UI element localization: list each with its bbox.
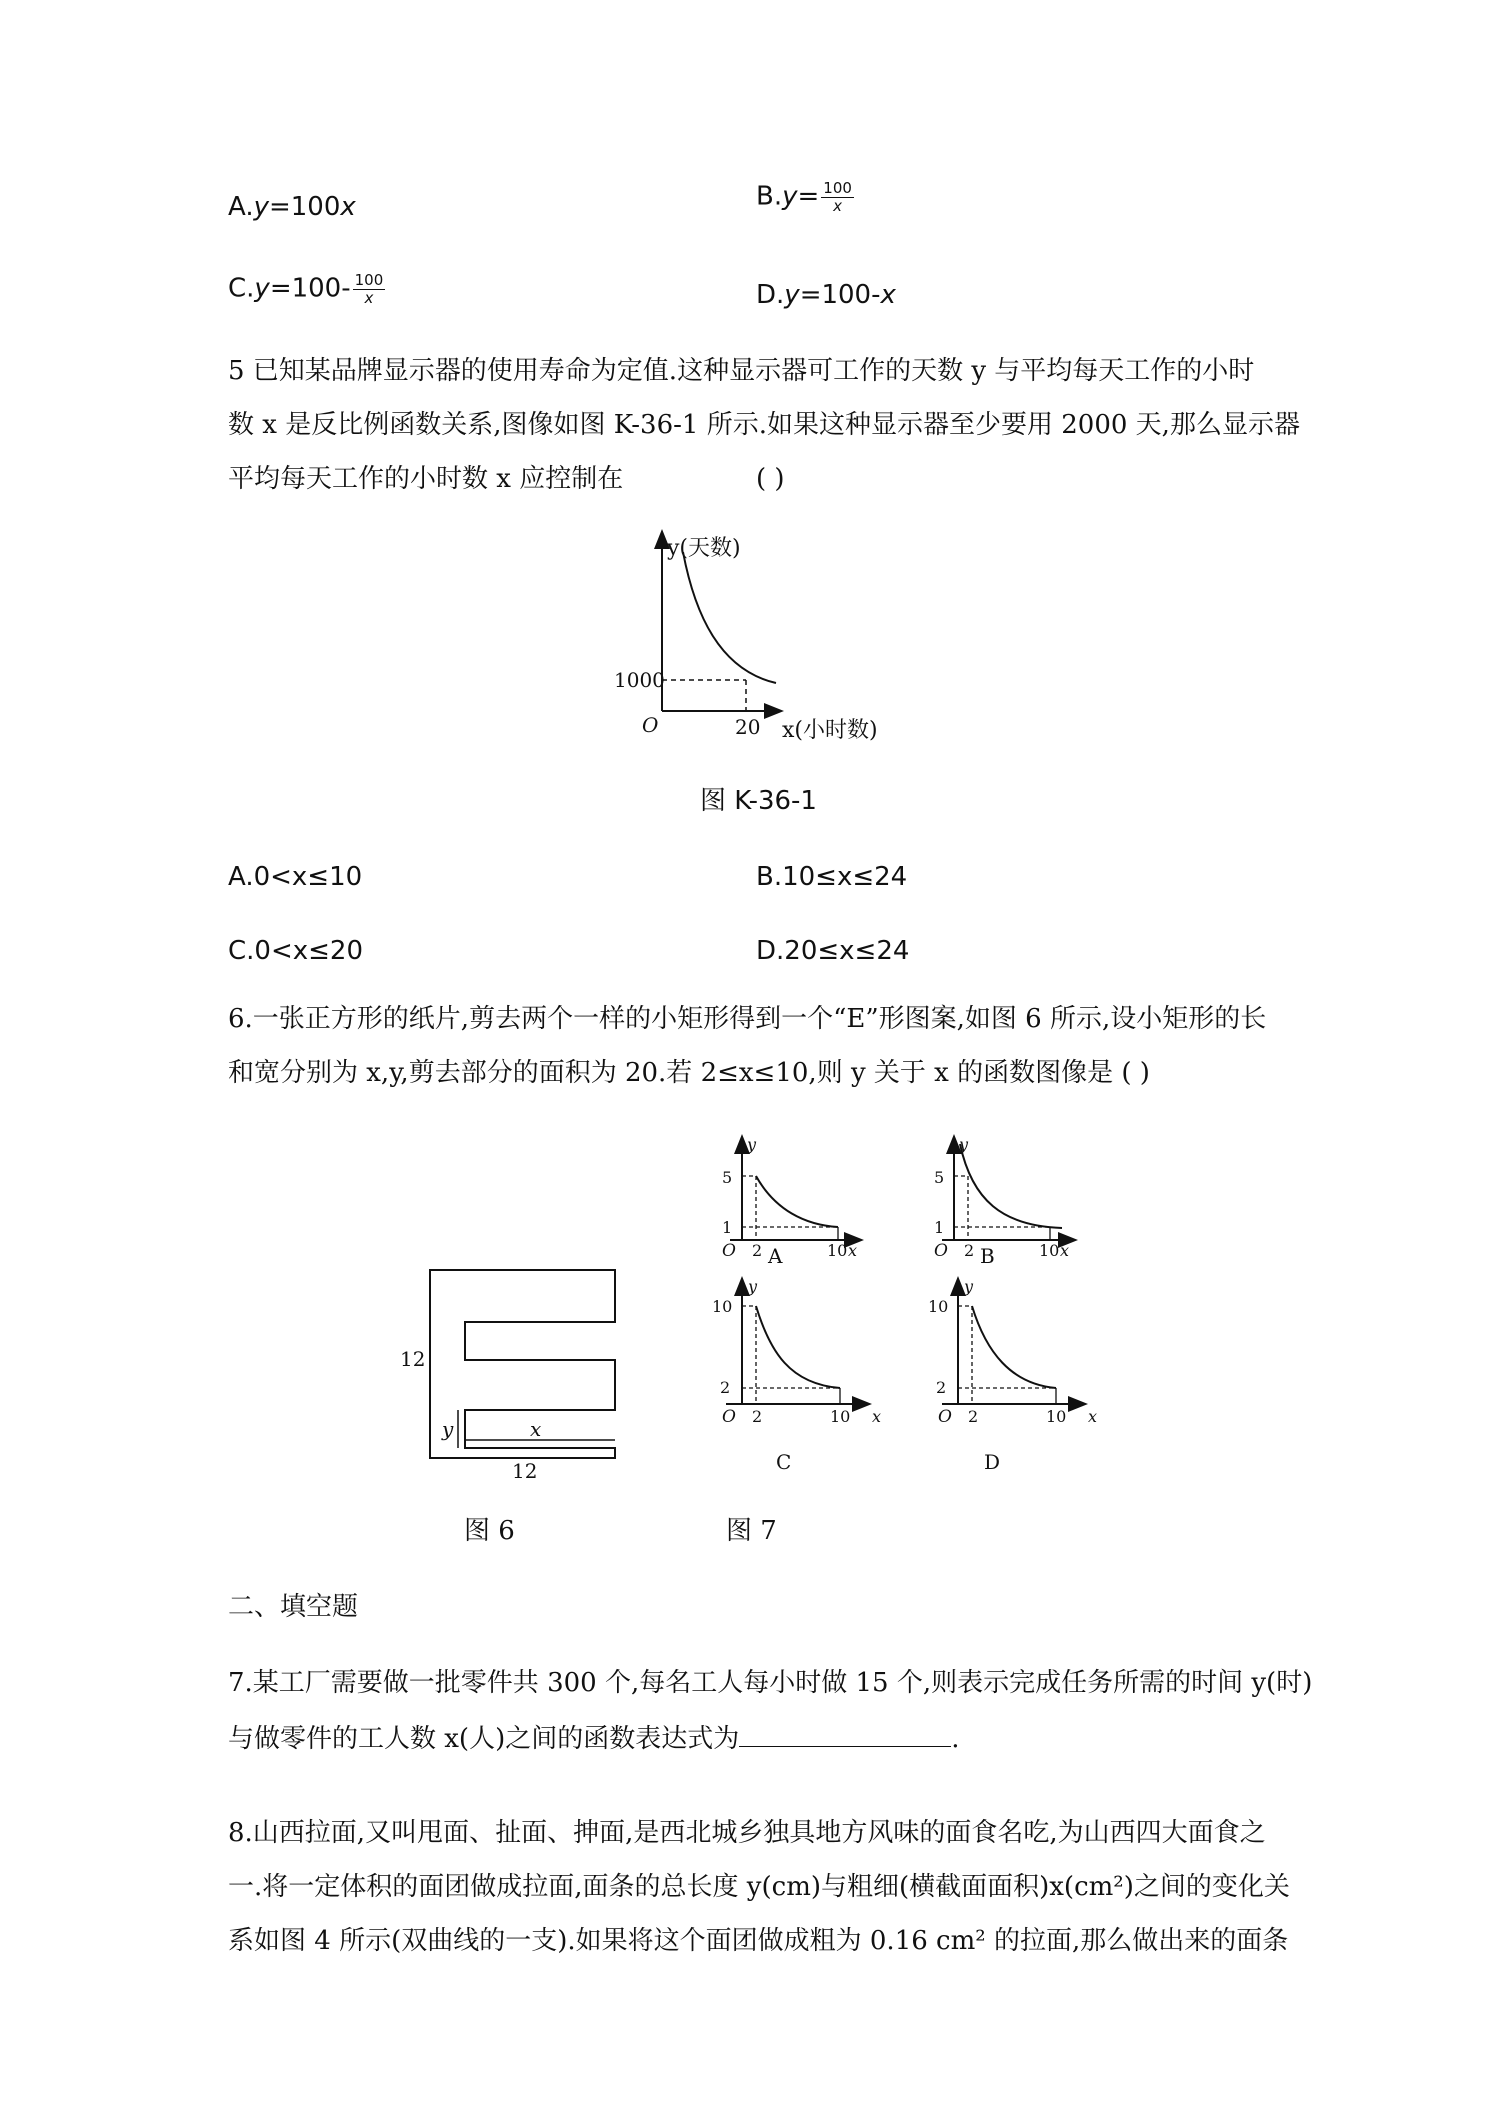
x-tick: 2 [968,1407,979,1426]
q7-line-2 [228,1722,959,1755]
x-tick-label: 20 [735,715,761,739]
x-tick: 2 [752,1241,763,1260]
q5-line-3: 平均每天工作的小时数 x 应控制在 [228,464,624,494]
curve [960,1144,1062,1228]
figure-caption-6: 图 6 [464,1516,515,1546]
graph-d [906,1272,1106,1432]
x-tick: 2 [752,1407,763,1426]
origin-label: O [934,1241,948,1261]
y-axis-label: y(天数) [667,536,741,561]
origin-label: O [722,1241,736,1261]
figure-k-36-1 [600,525,900,745]
q8-line-2: 一.将一定体积的面团做成拉面,面条的总长度 y(cm)与粗细(横截面面积)x(cm²)之间的变化关 [228,1872,1290,1902]
x-axis-label: x [1060,1241,1070,1260]
graph-b-letter: B [980,1244,995,1268]
q5-option-b: B.10≤x≤24 [756,862,908,892]
origin-label: O [722,1407,736,1427]
x-axis-label: x [872,1407,882,1426]
y-axis-label: y [959,1135,969,1154]
x-tick: 10 [1046,1407,1067,1426]
q5-option-c: C.0<x≤20 [228,936,364,966]
q4-option-b: B.y= $\frac{100}{x}$ [756,179,852,215]
inverse-curve [683,552,776,683]
curve [756,1306,840,1388]
x-axis-label: x(小时数) [782,718,878,743]
q7-line-1: 7.某工厂需要做一批零件共 300 个,每名工人每小时做 15 个,则表示完成任务所需的时间 y(时) [228,1668,1313,1698]
figure-caption-k-36-1: 图 K-36-1 [700,786,817,816]
y-tick: 2 [936,1378,947,1397]
y-axis-label: y [747,1135,757,1154]
origin-label: O [642,713,659,737]
y-dimension-label: y [442,1417,454,1441]
q7-line-2-text: 与做零件的工人数 x(人)之间的函数表达式为 [228,1724,740,1754]
y-tick-label: 1000 [614,668,665,692]
x-tick: 10 [827,1241,848,1260]
x-axis-label: x [848,1241,858,1260]
x-tick: 10 [830,1407,851,1426]
y-tick: 5 [934,1168,945,1187]
x-tick: 10 [1039,1241,1060,1260]
section-heading-fill-in: 二、填空题 [228,1592,359,1622]
y-tick: 1 [934,1218,945,1237]
q5-line-2: 数 x 是反比例函数关系,图像如图 K-36-1 所示.如果这种显示器至少要用 2000 天,那么显示器 [228,410,1300,440]
curve [972,1306,1056,1388]
y-tick: 10 [928,1297,949,1316]
graph-c [690,1272,890,1432]
side-length-label: 12 [400,1347,426,1371]
x-axis-label: x [1088,1407,1098,1426]
graph-a [700,1130,880,1270]
figure-caption-7: 图 7 [726,1516,777,1546]
q5-line-1: 5 已知某品牌显示器的使用寿命为定值.这种显示器可工作的天数 y 与平均每天工作的小时 [228,356,1255,386]
graph-c-letter: C [776,1450,792,1474]
q8-line-3: 系如图 4 所示(双曲线的一支).如果将这个面团做成粗为 0.16 cm² 的拉面,那么做出来的面条 [228,1926,1289,1956]
q6-line-2: 和宽分别为 x,y,剪去部分的面积为 20.若 2≤x≤10,则 y 关于 x 的函数图像是 ( ) [228,1058,1150,1088]
x-tick: 2 [964,1241,975,1260]
q4-option-d: D.y=100-x [756,280,896,310]
fraction: $\frac{100}{x}$ [354,271,384,307]
y-tick: 1 [722,1218,733,1237]
fraction: $\frac{100}{x}$ [823,179,852,215]
q5-option-d: D.20≤x≤24 [756,936,910,966]
curve [756,1176,838,1227]
y-tick: 2 [720,1378,731,1397]
q6-line-1: 6.一张正方形的纸片,剪去两个一样的小矩形得到一个“E”形图案,如图 6 所示,设小矩形的长 [228,1004,1267,1034]
y-tick: 10 [712,1297,733,1316]
y-tick: 5 [722,1168,733,1187]
q8-line-1: 8.山西拉面,又叫甩面、扯面、抻面,是西北城乡独具地方风味的面食名吃,为山西四大面食之 [228,1818,1266,1848]
y-axis-label: y [964,1277,974,1296]
graph-d-letter: D [984,1450,1001,1474]
y-axis-label: y [748,1277,758,1296]
answer-blank[interactable] [739,1722,951,1747]
q4-option-a: A.y=100x [228,192,356,222]
x-dimension-label: x [530,1417,542,1441]
q4-option-c: C.y=100- $\frac{100}{x}$ [228,271,384,307]
q5-option-a: A.0<x≤10 [228,862,363,892]
graph-a-letter: A [768,1244,783,1268]
q7-period: . [951,1724,960,1754]
bottom-length-label: 12 [512,1459,538,1480]
e-shape-figure [390,1260,630,1480]
origin-label: O [938,1407,952,1427]
graph-b [912,1130,1092,1270]
answer-paren: ( ) [756,464,785,494]
